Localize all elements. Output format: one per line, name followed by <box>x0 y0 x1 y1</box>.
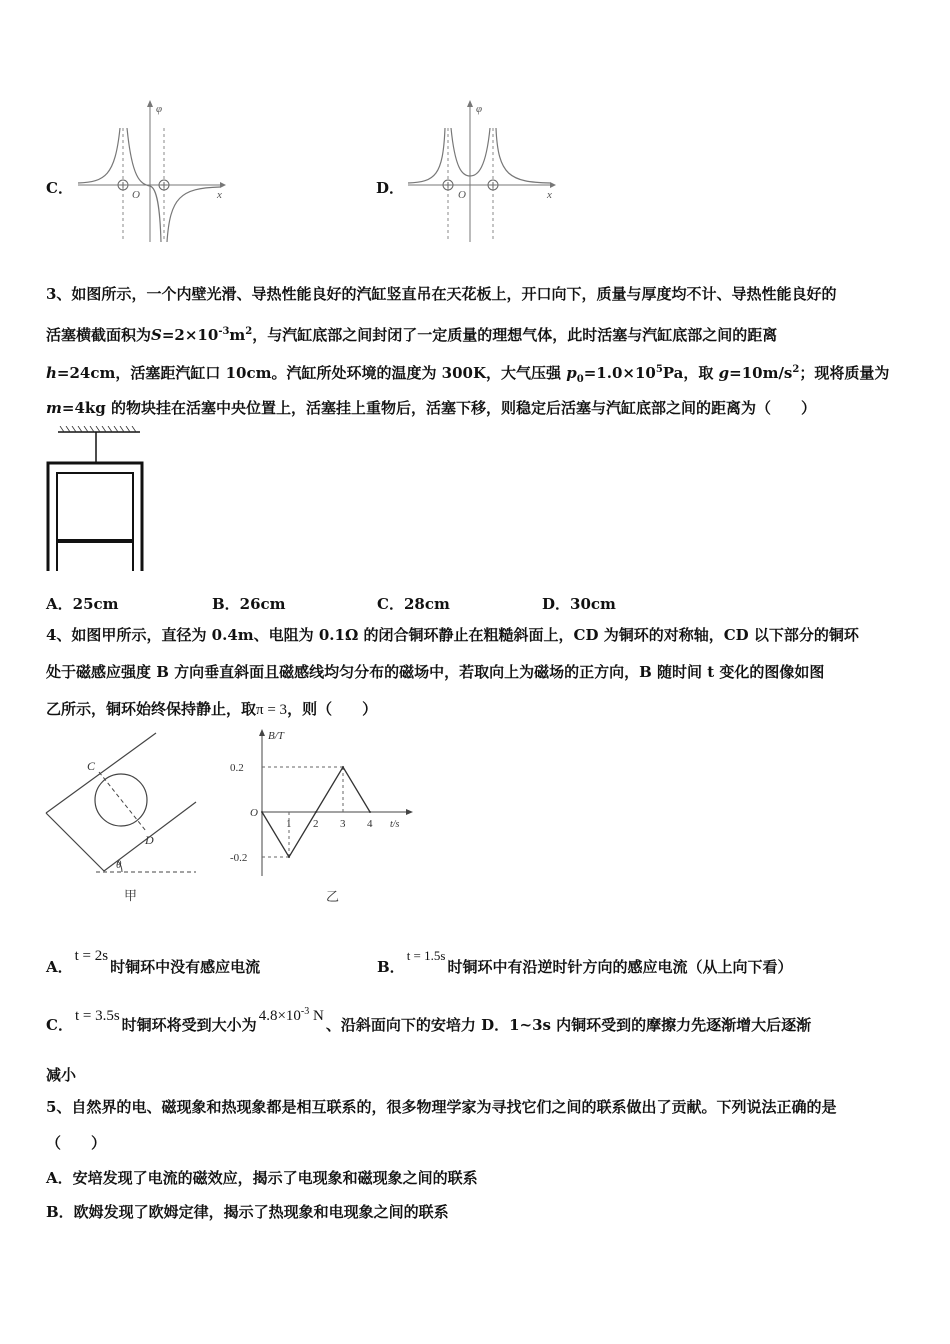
q4-line-2: 处于磁感应强度 B 方向垂直斜面且磁感线均匀分布的磁场中，若取向上为磁场的正方向，B 随时间 t 变化的图像如图 <box>46 663 825 681</box>
q3-line-2: 活塞横截面积为$S=2\times 10^{-3}m^2$，与汽缸底部之间封闭了一定质量的理想气体，此时活塞与汽缸底部之间的距离 <box>46 326 778 344</box>
chart-xlabel: t/s <box>390 819 400 830</box>
q4-figure-jia <box>44 728 214 908</box>
chart-data-point <box>261 811 263 813</box>
q2-c-origin-label: O <box>132 189 140 201</box>
q2-d-x-label: x <box>547 189 552 201</box>
q3-option-b: B．26cm <box>212 595 286 613</box>
q5-option-a: A．安培发现了电流的磁效应，揭示了电现象和磁现象之间的联系 <box>46 1169 478 1187</box>
q4-fig-yi-caption: 乙 <box>326 889 340 904</box>
q5-option-b: B．欧姆发现了欧姆定律，揭示了热现象和电现象之间的联系 <box>46 1203 449 1221</box>
q4-option-b: B．t = 1.5s时铜环中有沿逆时针方向的感应电流（从上向下看） <box>377 948 793 976</box>
q3-option-d: D．30cm <box>542 595 616 613</box>
chart-x-tick-label: 1 <box>286 818 292 830</box>
q4-option-d-cont: 减小 <box>46 1066 77 1084</box>
q4-fig-theta-label: θ <box>116 859 122 871</box>
q3-line-1: 3、如图所示，一个内壁光滑、导热性能良好的汽缸竖直吊在天花板上，开口向下，质量与厚度均不计、导热性能良好的 <box>46 285 837 303</box>
q3-cylinder-figure <box>44 426 154 576</box>
chart-y-tick-label: -0.2 <box>230 852 248 864</box>
chart-data-point <box>369 811 371 813</box>
chart-data-point <box>315 811 317 813</box>
q2-option-d-graph <box>400 98 560 248</box>
q4-fig-jia-caption: 甲 <box>124 888 138 903</box>
q4-fig-d-label: D <box>145 833 154 847</box>
q4-option-a: A．t = 2s时铜环中没有感应电流 <box>46 948 261 976</box>
q4-option-c: C． t = 3.5s 时铜环将受到大小为 $4.8\times 10^{-3}$ N 、沿斜面向下的安培力 D．1~3s 内铜环受到的摩擦力先逐渐增大后逐渐 <box>46 1006 812 1034</box>
chart-ylabel: B/T <box>268 730 284 742</box>
q4-figure-yi-chart <box>222 726 422 906</box>
q3-option-c: C．28cm <box>377 595 450 613</box>
chart-x-tick-label: 4 <box>367 818 373 830</box>
chart-x-tick-label: 3 <box>340 818 346 830</box>
q3-option-a: A．25cm <box>46 595 119 613</box>
q2-option-d-label: D． <box>376 179 405 197</box>
q4-fig-c-label: C <box>87 759 96 773</box>
q3-line-3: h=24cm，活塞距汽缸口 10cm。汽缸所处环境的温度为 300K，大气压强 $p_0=1.0\times 10^5Pa$，取 $g=10m/s^2$；现将质量为 <box>46 364 890 385</box>
q4-line-1: 4、如图甲所示，直径为 0.4m、电阻为 0.1Ω 的闭合铜环静止在粗糙斜面上，CD 为铜环的对称轴，CD 以下部分的铜环 <box>46 626 859 644</box>
q5-line-2: （ ） <box>46 1134 107 1152</box>
q2-option-c-graph <box>70 98 230 248</box>
q2-c-x-label: x <box>217 189 222 201</box>
chart-x-tick-label: 2 <box>313 818 319 830</box>
q2-c-phi-label: φ <box>156 103 163 115</box>
q5-line-1: 5、自然界的电、磁现象和热现象都是相互联系的，很多物理学家为寻找它们之间的联系做出了贡献。下列说法正确的是 <box>46 1098 837 1116</box>
chart-y-tick-label: O <box>250 807 258 819</box>
chart-data-point <box>342 766 344 768</box>
q2-option-c-label: C． <box>46 179 73 197</box>
q2-d-origin-label: O <box>458 189 466 201</box>
q3-line-4: m=4kg 的物块挂在活塞中央位置上，活塞挂上重物后，活塞下移，则稳定后活塞与汽缸底部之间的距离为（ ） <box>46 399 816 417</box>
q4-line-3: 乙所示，铜环始终保持静止，取π = 3，则（ ） <box>46 700 378 718</box>
chart-data-point <box>288 856 290 858</box>
chart-y-tick-label: 0.2 <box>230 762 244 774</box>
q2-d-phi-label: φ <box>476 103 483 115</box>
